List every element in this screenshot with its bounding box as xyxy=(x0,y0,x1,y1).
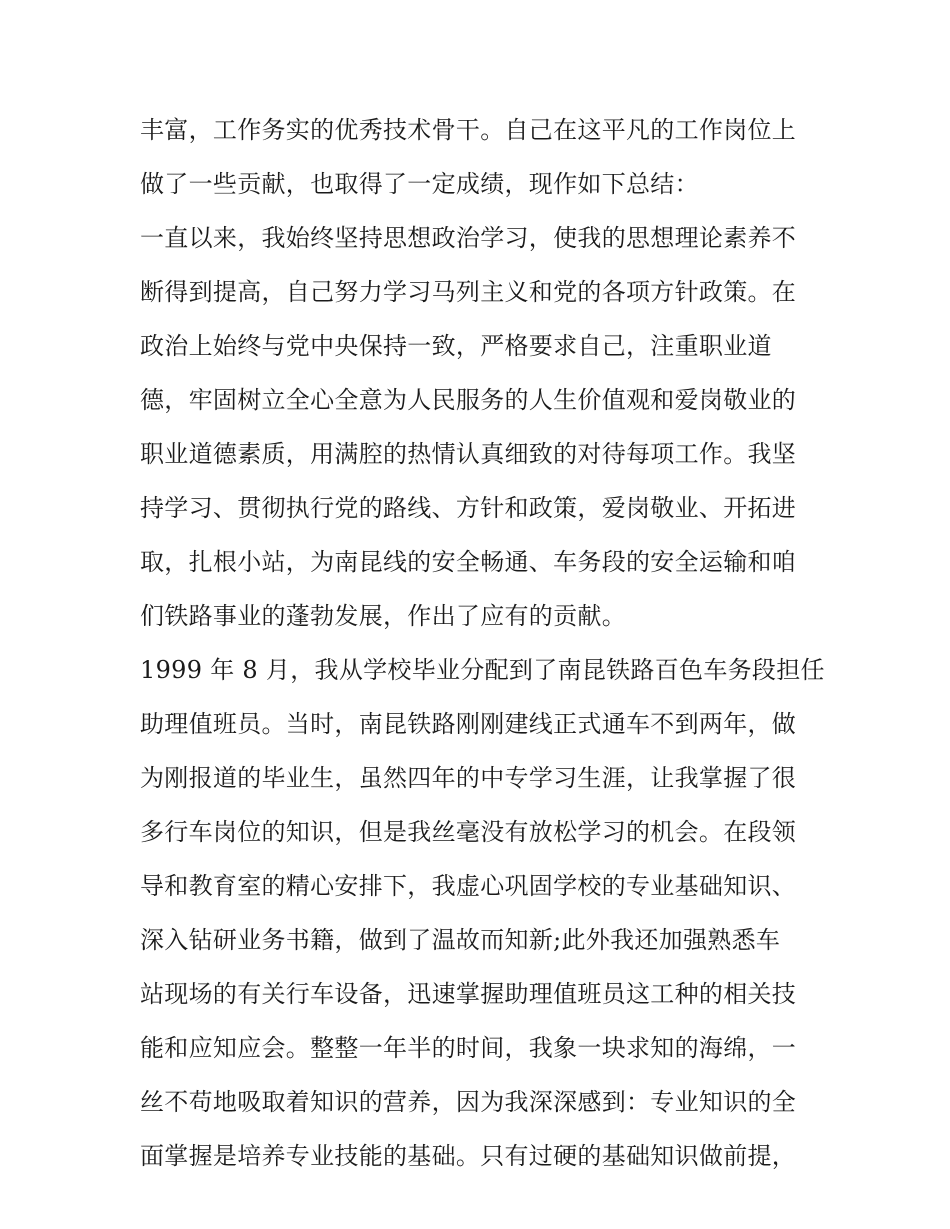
text-line: 站现场的有关行车设备，迅速掌握助理值班员这工种的相关技 xyxy=(140,980,797,1008)
text-line: 导和教育室的精心安排下，我虚心巩固学校的专业基础知识、 xyxy=(140,872,797,900)
text-line: 德，牢固树立全心全意为人民服务的人生价值观和爱岗敬业的 xyxy=(140,386,797,414)
text-line: 丰富，工作务实的优秀技术骨干。自己在这平凡的工作岗位上 xyxy=(140,116,797,144)
text-line: 取，扎根小站，为南昆线的安全畅通、车务段的安全运输和咱 xyxy=(140,548,797,576)
text-line: 助理值班员。当时，南昆铁路刚刚建线正式通车不到两年，做 xyxy=(140,710,797,738)
text-line: 丝不苟地吸取着知识的营养，因为我深深感到：专业知识的全 xyxy=(140,1088,797,1116)
text-line: 做了一些贡献，也取得了一定成绩，现作如下总结： xyxy=(140,170,699,198)
text-line: 能和应知应会。整整一年半的时间，我象一块求知的海绵，一 xyxy=(140,1034,797,1062)
document-body-text xyxy=(140,103,825,1183)
text-line: 们铁路事业的蓬勃发展，作出了应有的贡献。 xyxy=(140,602,626,630)
text-line: 为刚报道的毕业生，虽然四年的中专学习生涯，让我掌握了很 xyxy=(140,764,797,792)
text-line: 职业道德素质，用满腔的热情认真细致的对待每项工作。我坚 xyxy=(140,440,797,468)
text-line: 政治上始终与党中央保持一致，严格要求自己，注重职业道 xyxy=(140,332,772,360)
text-line: 深入钻研业务书籍，做到了温故而知新;此外我还加强熟悉车 xyxy=(140,926,781,954)
text-line: 持学习、贯彻执行党的路线、方针和政策，爱岗敬业、开拓进 xyxy=(140,494,797,522)
text-line: 1999 年 8 月，我从学校毕业分配到了南昆铁路百色车务段担任 xyxy=(140,656,825,684)
text-line: 多行车岗位的知识，但是我丝毫没有放松学习的机会。在段领 xyxy=(140,818,797,846)
text-line: 一直以来，我始终坚持思想政治学习，使我的思想理论素养不 xyxy=(140,224,797,252)
text-line: 面掌握是培养专业技能的基础。只有过硬的基础知识做前提， xyxy=(140,1142,797,1170)
text-line: 断得到提高，自己努力学习马列主义和党的各项方针政策。在 xyxy=(140,278,797,306)
